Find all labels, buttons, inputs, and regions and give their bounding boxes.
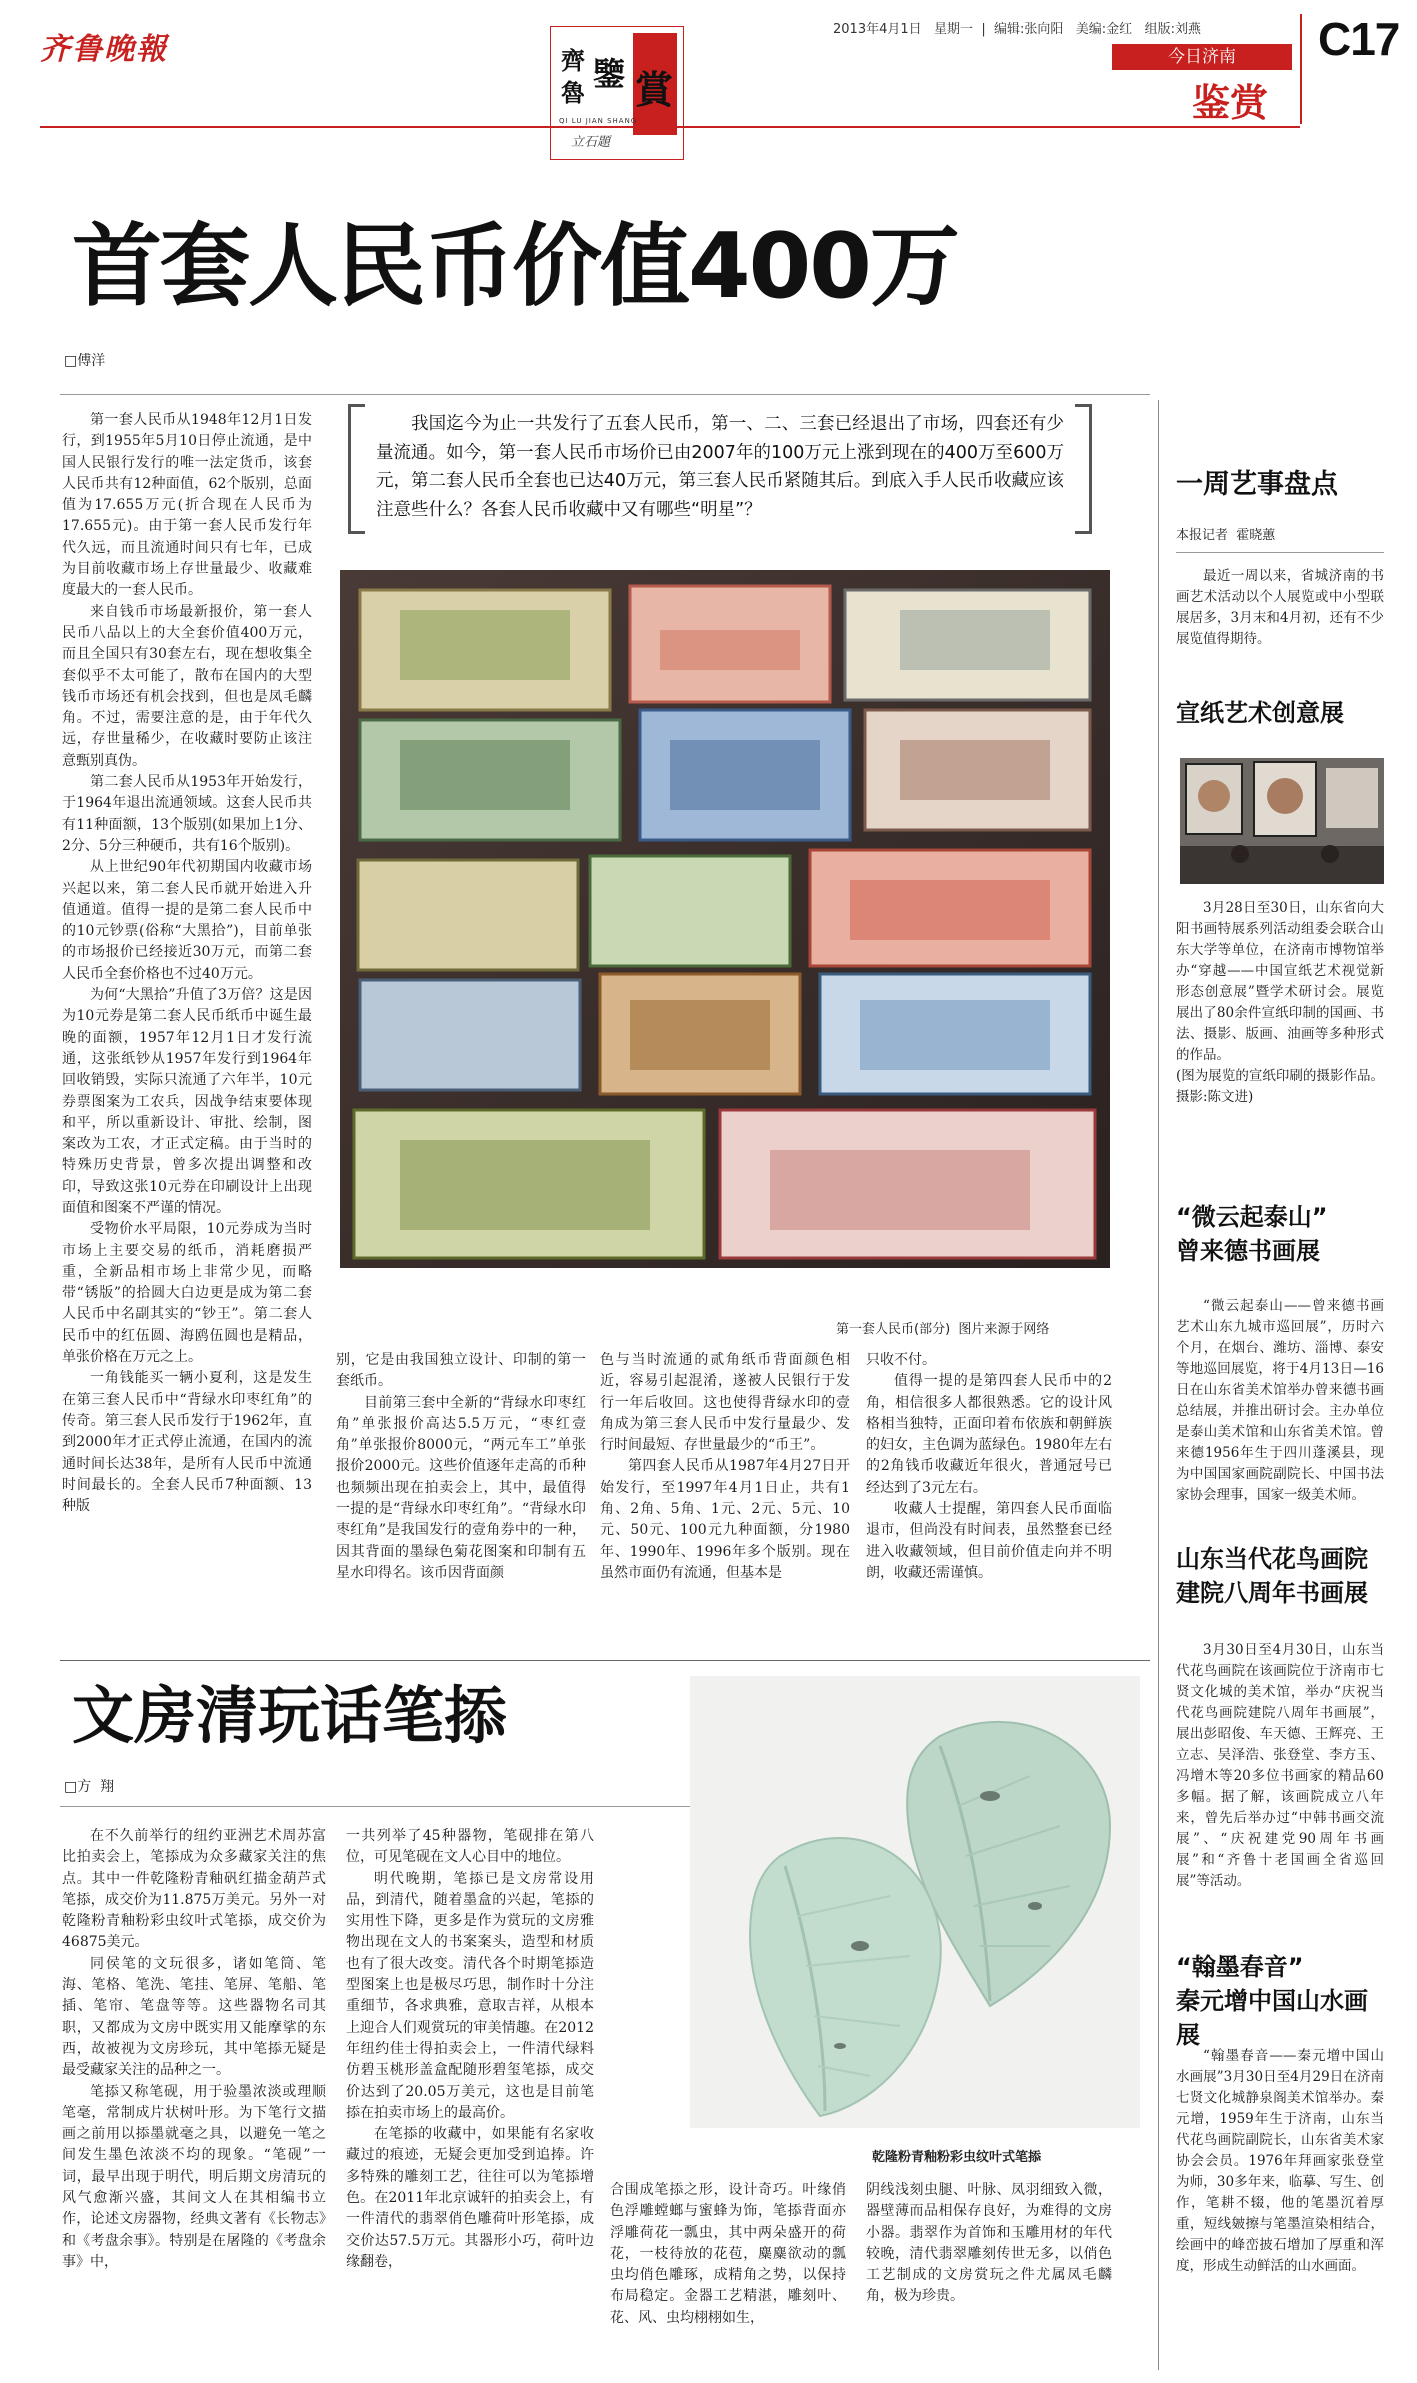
section-logo	[550, 26, 684, 160]
paragraph: 阴线浅刻虫腿、叶脉、凤羽细致入微，器壁薄而品相保存良好，为难得的文房小器。翡翠作为首饰和玉雕用材的年代较晚，清代翡翠雕刻传世无多，以俏色工艺制成的文房赏玩之件尤属凤毛麟角，极为珍贵。	[866, 2182, 1112, 2305]
paragraph: 目前第三套中全新的“背绿水印枣红角”单张报价高达5.5万元，“枣红壹角”单张报价8000元，“两元车工”单张报价2000元。这些价值逐年走高的币种也频频出现在拍卖会上，其中，最值得一提的是“背绿水印枣红角”。“背绿水印枣红角”是我国发行的壹角券中的一种，因其背面的墨绿色菊花图案和印制有五星水印得名。该币因背面颜	[336, 1394, 586, 1581]
sidebar-reporter: 本报记者 霍晓蕙	[1176, 528, 1276, 543]
paragraph: 受物价水平局限，10元券成为当时市场上主要交易的纸币，消耗磨损严重，全新品相市场上非常少见，而略带“锈版”的拾圆大白边更是成为第二套人民币中名副其实的“钞王”。第二套人民币中的红伍圆、海鸥伍圆也是精品，单张价格在万元之上。	[62, 1221, 312, 1366]
paragraph: 从上世纪90年代初期国内收藏市场兴起以来，第二套人民币就开始进入升值通道。值得一提的是第二套人民币中的10元钞票(俗称“大黑拾”)，目前单张的市场报价已经接近30万元，而第二套人民币全套价格也不过40万元。	[62, 859, 312, 982]
heading-line: 山东当代花鸟画院	[1176, 1545, 1368, 1573]
paragraph: 为何“大黑拾”升值了3万倍？这是因为10元券是第二套人民币纸币中诞生最晚的面额，1957年12月1日才发行流通，这张纸钞从1957年发行到1964年回收销毁，实际只流通了六年半，10元券票图案为工农兵，因战争结束要体现和平，所以重新设计、审批、绘制，图案改为工农，才正式定稿。由于当时的特殊历史背景，曾多次提出调整和改印，导致这张10元券在印刷设计上出现面值和图案不严谨的情况。	[62, 987, 312, 1216]
paragraph: 第四套人民币从1987年4月27日开始发行，至1997年4月1日止，共有1角、2角、5角、1元、2元、5元、10元、50元、100元九种面额，分1980年、1990年、1996年多个版别。现在虽然市面仍有流通，但基本是	[600, 1458, 850, 1581]
section-name: 鉴赏	[1192, 80, 1269, 125]
info-divider: |	[981, 22, 986, 37]
editor-credit: 编辑:张向阳	[993, 22, 1064, 37]
banknote-row-4	[360, 974, 1090, 1094]
logo-char-jian: 鑒	[593, 55, 626, 93]
article-divider	[60, 1660, 1150, 1661]
photo-caption-1: 第一套人民币(部分) 图片来源于网络	[836, 1322, 1050, 1337]
article1-top-rule	[60, 394, 1150, 395]
section-tag: 今日济南	[1112, 44, 1292, 70]
paragraph: 来自钱币市场最新报价，第一套人民币八品以上的大全套价值400万元，而且全国只有30套左右，现在想收集全套似乎不太可能了，散布在国内的大型钱币市场还有机会找到，但也是凤毛麟角。不过，需要注意的是，由于年代久远，存世量稀少，在收藏时要防止该注意甄别真伪。	[62, 603, 312, 769]
banknote-row-3	[358, 850, 1090, 970]
banknote-row-5	[354, 1110, 1095, 1258]
heading-line: “翰墨春音”	[1176, 1953, 1304, 1981]
lead-bracket-left	[348, 404, 365, 534]
paragraph: 别，它是由我国独立设计、印制的第一套纸币。	[336, 1352, 586, 1390]
banknote-row-2	[360, 710, 1090, 840]
sidebar-intro	[1176, 566, 1384, 650]
sidebar-item-3-body	[1176, 1640, 1384, 1892]
paragraph: 合围成笔掭之形，设计奇巧。叶缘俏色浮雕螳螂与蜜蜂为饰，笔掭背面亦浮雕荷花一瓢虫，其中两朵盛开的荷花，一枝待放的花苞，麋麋欲动的瓢虫均俏色雕琢，成精角之势，以保持布局稳定。金器工艺精湛，雕刻叶、花、风、虫均栩栩如生，	[610, 2182, 846, 2326]
designer-credit: 美编:金红	[1075, 22, 1133, 37]
sidebar-intro-rule	[1176, 552, 1384, 553]
sidebar-title: 一周艺事盘点	[1176, 469, 1338, 500]
paragraph: 收藏人士提醒，第四套人民币面临退市，但尚没有时间表，虽然整套已经进入收藏领域，但目前价值走向并不明朗，收藏还需谨慎。	[866, 1501, 1112, 1581]
article1-col3	[600, 1350, 850, 1646]
page-number: C17	[1318, 13, 1400, 65]
headline-2: 文房清玩话笔掭	[72, 1679, 507, 1752]
article2-top-rule	[60, 1806, 700, 1807]
sidebar-item-text: 3月30日至4月30日，山东当代花鸟画院在该画院位于济南市七贤文化城的美术馆，举办“庆祝当代花鸟画院建院八周年书画展”，展出彭昭俊、车天德、王辉亮、王立志、吴泽浩、张登堂、李方玉、冯增木等20多位书画家的精品60多幅。据了解，该画院成立八年来，曾先后举办过“中韩书画交流展”、“庆祝建党90周年书画展”和“齐鲁十老国画全省巡回展”等活动。	[1176, 1642, 1384, 1889]
byline-1: □傅洋	[64, 353, 106, 369]
sidebar-item-1-body	[1176, 898, 1384, 1108]
logo-signature: 立石題	[571, 135, 611, 150]
sidebar-item-2-body	[1176, 1296, 1384, 1506]
logo-char-shang: 賞	[635, 67, 674, 112]
heading-line: “微云起泰山”	[1176, 1203, 1328, 1231]
paper-name: 齐鲁晚報	[40, 32, 168, 67]
article1-col1	[62, 410, 312, 1638]
byline-2: □方 翔	[64, 1779, 115, 1795]
article1-col2	[336, 1350, 586, 1646]
exhibit-photo-svg	[1180, 758, 1384, 884]
paragraph: 一共列举了45种器物，笔砚排在第八位，可见笔砚在文人心目中的地位。	[346, 1828, 594, 1866]
sidebar-item-4-body	[1176, 2046, 1384, 2364]
masthead	[0, 0, 1417, 160]
lead-bracket-right	[1075, 404, 1092, 534]
lead-box	[348, 404, 1092, 536]
heading-line: 秦元增中国山水画展	[1176, 1987, 1368, 2049]
lead-text: 我国迄今为止一共发行了五套人民币，第一、二、三套已经退出了市场，四套还有少量流通。如今，第一套人民币市场价已由2007年的100万元上涨到现在的400万至600万元，第二套人民币全套也已达40万元，第三套人民币紧随其后。到底入手人民币收藏应该注意些什么？各套人民币收藏中又有哪些“明星”？	[376, 414, 1064, 520]
article2-col3	[610, 2180, 846, 2368]
sidebar-item-heading	[1176, 1200, 1328, 1268]
sidebar-item-text: 3月28日至30日，山东省向大阳书画特展系列活动组委会联合山东大学等单位，在济南市博物馆举办“穿越——中国宣纸艺术视觉新形态创意展”暨学术研讨会。展览展出了80余件宣纸印制的国画、书法、摄影、版画、油画等多种形式的作品。	[1176, 900, 1384, 1063]
heading-line: 曾来德书画展	[1176, 1237, 1320, 1265]
leaf-dish-svg	[690, 1676, 1140, 2128]
sidebar-item-text: “微云起泰山——曾来德书画艺术山东九城市巡回展”，历时六个月，在烟台、潍坊、淄博、泰安等地巡回展览，将于4月13日—16日在山东省美术馆举办曾来德书画总结展，并推出研讨会。主办单位是泰山美术馆和山东省美术馆。曾来德1956年生于四川蓬溪县，现为中国国家画院副院长、中国书法家协会理事，国家一级美术师。	[1176, 1298, 1384, 1503]
article2-col2	[346, 1826, 594, 2366]
header-bottom-rule	[40, 126, 1300, 128]
issue-info	[833, 18, 1201, 37]
logo-pinyin: QI LU JIAN SHANG	[559, 117, 638, 125]
paragraph: 明代晚期，笔掭已是文房常设用品，到清代，随着墨盒的兴起，笔掭的实用性下降，更多是作为赏玩的文房雅物出现在文人的书案案头，造型和材质也有了很大改变。清代各个时期笔掭造型图案上也是极尽巧思，制作时十分注重细节，各求典雅，意取吉祥，从根本上迎合人们观赏玩的审美情趣。在2012年纽约佳士得拍卖会上，一件清代绿料仿碧玉桃形盖盒配随形碧玺笔掭，成交价达到了20.05万美元，这也是目前笔掭在拍卖市场上的最高价。	[346, 1870, 594, 2121]
paragraph: 一角钱能买一辆小夏利，这是发生在第三套人民币中“背绿水印枣红角”的传奇。第三套人民币发行于1962年，直到2000年才正式停止流通，在国内的流通时间长达38年，是所有人民币中流通时间最长的。全套人民币7种面额、13种版	[62, 1370, 312, 1515]
logo-char-qi: 齊	[561, 46, 585, 75]
paragraph: 同侯笔的文玩很多，诸如笔筒、笔海、笔格、笔洗、笔挂、笔屏、笔船、笔插、笔帘、笔盘等等。这些器物名司其职，又都成为文房中既实用又能摩挲的东西，故被视为文房珍玩，其中笔掭无疑是最受藏家关注的品种之一。	[62, 1955, 326, 2079]
paragraph: 只收不付。	[866, 1352, 936, 1368]
paragraph: 笔掭又称笔砚，用于验墨浓淡或理顺笔毫，常制成片状树叶形。为下笔行文描画之前用以掭墨就毫之具，以避免一笔之间发生墨色浓淡不均的现象。“笔砚”一词，最早出现于明代，明后期文房清玩的风气愈渐兴盛，其间文人在其相编书立作，论述文房器物，经典文著有《长物志》和《考盘余事》。特别是在屠隆的《考盘余事》中，	[62, 2083, 326, 2270]
article1-col4	[866, 1350, 1112, 1646]
paragraph: 色与当时流通的贰角纸币背面颜色相近，容易引起混淆，遂被人民银行于发行一年后收回。这也使得背绿水印的壹角成为第三套人民币中发行量最少、发行时间最短、存世量最少的“币王”。	[600, 1352, 850, 1454]
sidebar-item-heading: 宣纸艺术创意展	[1176, 699, 1344, 727]
paragraph: 在笔掭的收藏中，如果能有名家收藏过的痕迹，无疑会更加受到追捧。许多特殊的雕刻工艺，往往可以为笔掭增色。在2011年北京诚轩的拍卖会上，有一件清代的翡翠俏色雕荷叶形笔掭，成交价达57.5万元。其器形小巧，荷叶边缘翻卷，	[346, 2126, 594, 2270]
sidebar	[1170, 400, 1390, 2370]
proof-credit: 组版:刘燕	[1144, 22, 1201, 37]
header-vert-rule	[1300, 14, 1302, 124]
issue-date: 2013年4月1日	[833, 22, 922, 37]
paragraph: 在不久前举行的纽约亚洲艺术周苏富比拍卖会上，笔掭成为众多藏家关注的焦点。其中一件乾隆粉青釉矾红描金葫芦式笔掭，成交价为11.875万美元。另外一对乾隆粉青釉粉彩虫纹叶式笔掭，成交价为46875美元。	[62, 1828, 326, 1951]
banknote-collage-photo	[340, 570, 1110, 1268]
sidebar-photo	[1180, 758, 1384, 884]
heading-line: 建院八周年书画展	[1176, 1579, 1368, 1607]
paragraph: 第一套人民币从1948年12月1日发行，到1955年5月10日停止流通，是中国人民银行发行的唯一法定货币，该套人民币共有12种面值，62个版别，总面值为17.655万元(折合现在人民币为17.655元)。由于第一套人民币发行年代久远，而且流通时间只有七年，已成为目前收藏市场上存世量最少、收藏难度最大的一套人民币。	[62, 412, 312, 599]
sidebar-item-heading	[1176, 1542, 1368, 1610]
article2-col4	[866, 2180, 1112, 2368]
issue-weekday: 星期一	[934, 22, 974, 37]
leaf-brush-dish-photo	[690, 1676, 1140, 2128]
sidebar-item-text: “翰墨春音——秦元增中国山水画展”3月30日至4月29日在济南七贤文化城静泉阁美术馆举办。秦元增，1959年生于济南，山东当代花鸟画院副院长，山东省美术家协会会员。1976年拜画家张登堂为师，30多年来，临摹、写生、创作，笔耕不辍，他的笔墨沉着厚重，短线皴擦与笔墨渲染相结合，绘画中的峰峦披石增加了厚重和浑度，形成生动鲜活的山水画面。	[1176, 2048, 1384, 2274]
sidebar-item-caption: (图为展览的宣纸印刷的摄影作品。摄影:陈文进)	[1176, 1068, 1384, 1105]
banknote-row-1	[360, 586, 1090, 710]
logo-char-lu: 魯	[561, 78, 585, 107]
sidebar-rule	[1158, 400, 1159, 2370]
paragraph: 第二套人民币从1953年开始发行，于1964年退出流通领域。这套人民币共有11种面额，13个版别(如果加上1分、2分、5分三种硬币，共有16个版别)。	[62, 774, 312, 854]
sidebar-item-heading	[1176, 1950, 1390, 2052]
paragraph: 值得一提的是第四套人民币中的2角，相信很多人都很熟悉。它的设计风格相当独特，正面印着布依族和朝鲜族的妇女，主色调为蓝绿色。1980年左右的2角钱币收藏近年很火，普通冠号已经达到了3元左右。	[866, 1373, 1112, 1496]
photo-caption-2: 乾隆粉青釉粉彩虫纹叶式笔掭	[872, 2150, 1042, 2165]
article2-col1	[62, 1826, 326, 2366]
banknote-collage-svg	[340, 570, 1110, 1268]
sidebar-intro-text: 最近一周以来，省城济南的书画艺术活动以个人展览或中小型联展居多，3月末和4月初，还有不少展览值得期待。	[1176, 568, 1384, 647]
headline-1: 首套人民币价值400万	[72, 214, 958, 319]
